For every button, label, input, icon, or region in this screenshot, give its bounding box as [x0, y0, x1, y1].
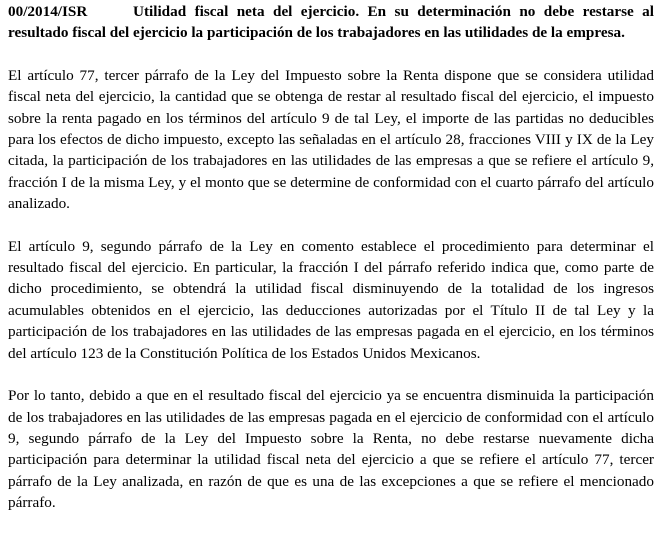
criterion-heading — [8, 0, 654, 44]
document-body — [8, 0, 654, 514]
paragraph-2: El artículo 9, segundo párrafo de la Ley en comento establece el procedimiento para determinar el resultado fiscal del ejercicio. En particular, la fracción I del párrafo referido indica que, como parte de dicho procedimiento, se obtendrá la utilidad fiscal disminuyendo de la totalidad de los ingresos acumulables obtenidos en el ejercicio, las deducciones autorizadas por el Título II de tal Ley y la participación de los trabajadores en las utilidades de las empresas pagada en el ejercicio, en los términos del artículo 123 de la Constitución Política de los Estados Unidos Mexicanos. — [8, 237, 654, 362]
paragraph-1: El artículo 77, tercer párrafo de la Ley del Impuesto sobre la Renta dispone que se considera utilidad fiscal neta del ejercicio, la cantidad que se obtenga de restar al resultado fiscal del ejercicio, el impuesto sobre la renta pagado en los términos del artículo 9 de tal Ley, el importe de las partidas no deducibles para los efectos de dicho impuesto, excepto las señaladas en el artículo 28, fracciones VIII y IX de la Ley citada, la participación de los trabajadores en las utilidades de las empresas a que se refiere el artículo 9, fracción I de la misma Ley, y el monto que se determine de conformidad con el cuarto párrafo del artículo analizado. — [8, 66, 654, 213]
criterion-code: 00/2014/ISR — [8, 3, 88, 20]
criterion-title: Utilidad fiscal neta del ejercicio. En su determinación no debe restarse al resultado fiscal del ejercicio la participación de los trabajadores en las utilidades de la empresa. — [8, 3, 654, 42]
paragraph-3: Por lo tanto, debido a que en el resultado fiscal del ejercicio ya se encuentra disminuida la participación de los trabajadores en las utilidades de las empresas pagada en el ejercicio de conformidad con el artículo 9, segundo párrafo de la Ley del Impuesto sobre la Renta, no debe restarse nuevamente dicha participación para determinar la utilidad fiscal neta del ejercicio a que se refiere el artículo 77, tercer párrafo de la Ley analizada, en razón de que es una de las excepciones a que se refiere el mencionado párrafo. — [8, 387, 654, 512]
